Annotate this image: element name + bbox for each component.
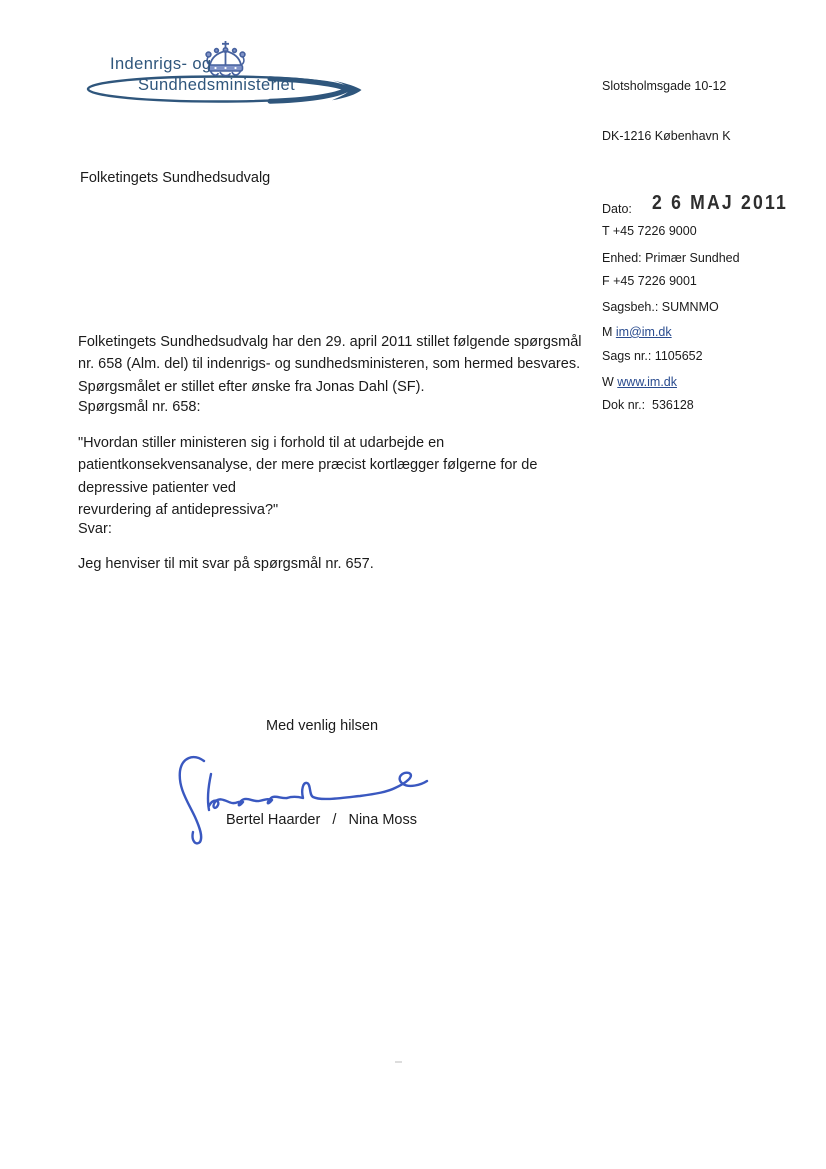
signers-names: Bertel Haarder / Nina Moss [226, 812, 417, 828]
quote-line: depressive patienter ved [78, 479, 236, 496]
handwritten-signature-icon [175, 752, 435, 847]
email-link[interactable]: im@im.dk [615, 324, 672, 339]
quote-line: "Hvordan stiller ministeren sig i forhold til at udarbejde en [78, 435, 445, 451]
journal-block [602, 162, 806, 447]
intro-line: Spørgsmålet er stillet efter ønske fra Jonas Dahl (SF). [78, 378, 425, 395]
quote-line: revurdering af antidepressiva?" [78, 502, 279, 519]
date-stamp: 2 6 MAJ 2011 [651, 191, 788, 214]
question-quote [78, 432, 537, 522]
salutation: Med venlig hilsen [266, 718, 379, 734]
answer-heading: Svar: [78, 521, 112, 537]
answer-text: Jeg henviser til mit svar på spørgsmål nr. 657. [78, 556, 374, 572]
question-heading: Spørgsmål nr. 658: [78, 399, 201, 415]
web-label: W [602, 375, 618, 390]
intro-line: Folketingets Sundhedsudvalg har den 29. april 2011 stillet følgende spørgsmål [78, 334, 582, 350]
fax-line: F +45 7226 9001 [602, 274, 697, 289]
scan-artifact [395, 1061, 402, 1063]
intro-paragraph [78, 331, 582, 398]
ministry-name-line2: Sundhedsministeriet [138, 76, 296, 94]
date-row [602, 191, 806, 217]
recipient: Folketingets Sundhedsudvalg [80, 170, 271, 186]
address-line2: DK-1216 København K [602, 128, 731, 143]
case-number-line: Sags nr.: 1105652 [602, 349, 703, 364]
ministry-logo [85, 40, 385, 118]
date-label: Dato: [602, 201, 632, 216]
document-number-line: Dok nr.: 536128 [602, 398, 694, 413]
quote-line: patientkonsekvensanalyse, der mere præcist kortlægger følgerne for de [78, 457, 538, 474]
address-line1: Slotsholmsgade 10-12 [602, 78, 727, 93]
case-officer-line: Sagsbeh.: SUMNMO [602, 299, 719, 314]
unit-line: Enhed: Primær Sundhed [602, 250, 740, 265]
phone-line: T +45 7226 9000 [602, 223, 697, 238]
email-label: M [602, 324, 616, 339]
web-link[interactable]: www.im.dk [617, 375, 678, 390]
intro-line: nr. 658 (Alm. del) til indenrigs- og sundhedsministeren, som hermed besvares. [78, 356, 581, 373]
ministry-name-line1: Indenrigs- og [110, 55, 212, 73]
